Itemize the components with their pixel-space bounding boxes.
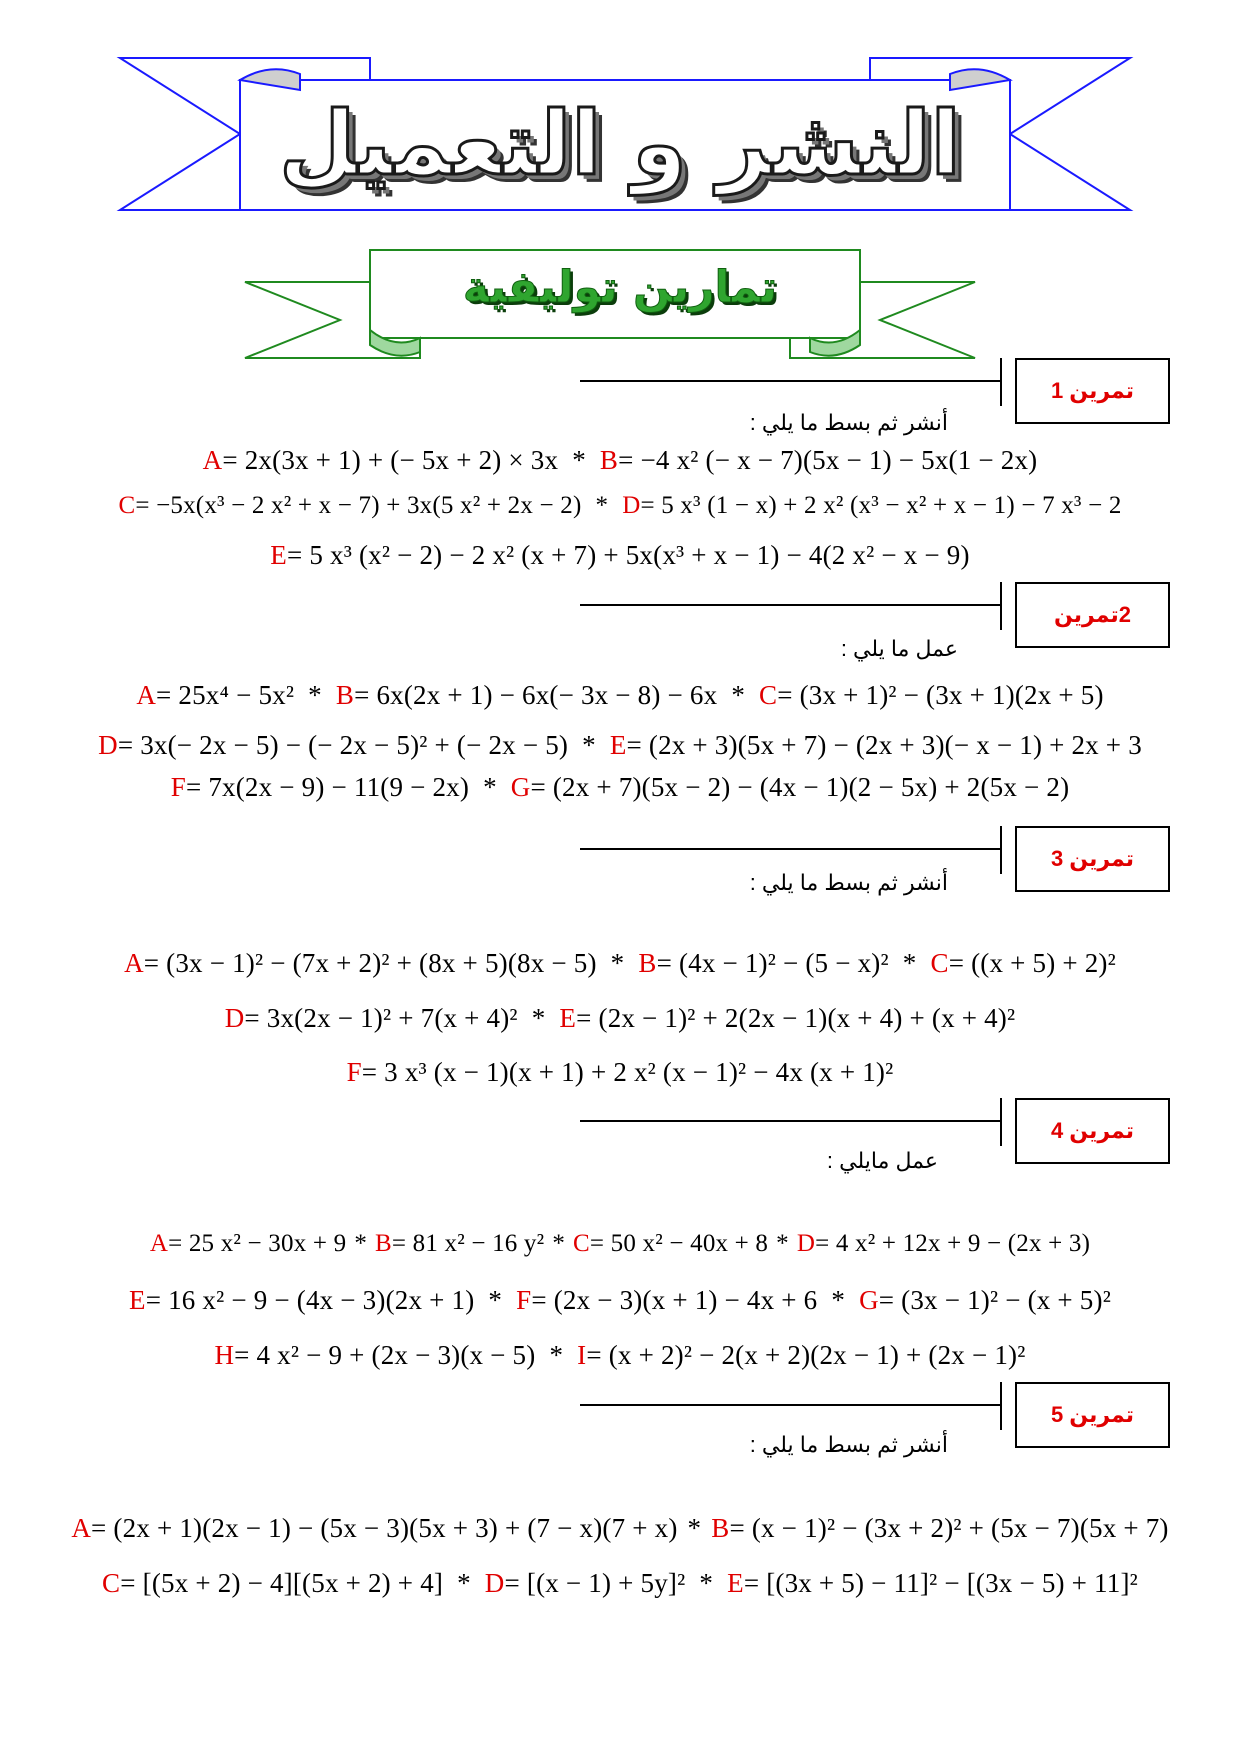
expr-label: A: [71, 1513, 92, 1543]
expr-label: F: [516, 1285, 532, 1315]
exercise-4-instruction: عمل مايلي :: [826, 1148, 938, 1173]
expr-body: = 4 x² − 9 + (2x − 3)(x − 5): [234, 1340, 536, 1370]
expr-body: = 5 x³ (1 − x) + 2 x² (x³ − x² + x − 1) − 7 x³ − 2: [640, 492, 1122, 519]
expr-body: = 5 x³ (x² − 2) − 2 x² (x + 7) + 5x(x³ + x − 1) − 4(2 x² − x − 9): [287, 540, 970, 570]
expr-body: = 81 x² − 16 y²: [391, 1230, 545, 1257]
expr-body: = (4x − 1)² − (5 − x)²: [656, 948, 889, 978]
expr-label: I: [577, 1340, 587, 1370]
expr-label: F: [346, 1057, 362, 1087]
expr-body: = (x + 2)² − 2(x + 2)(2x − 1) + (2x − 1)²: [586, 1340, 1026, 1370]
exercise-5-rule: [580, 1404, 1000, 1406]
expr-label: C: [118, 492, 136, 519]
expr-label: E: [727, 1568, 744, 1598]
expr-label: C: [102, 1568, 121, 1598]
exercise-3-rule: [580, 848, 1000, 850]
exercise-2-vbar: [1000, 582, 1002, 630]
exercise-1-line-1: A= 2x(3x + 1) + (− 5x + 2) × 3x * B= −4 x² (− x − 7)(5x − 1) − 5x(1 − 2x): [202, 445, 1038, 475]
expr-label: A: [124, 948, 144, 978]
expr-body: = 6x(2x + 1) − 6x(− 3x − 8) − 6x: [354, 680, 718, 710]
expr-label: E: [559, 1003, 577, 1033]
expr-body: = (2x + 1)(2x − 1) − (5x − 3)(5x + 3) + (7 − x)(7 + x): [91, 1513, 678, 1543]
exercise-5-line-2: C= [(5x + 2) − 4][(5x + 2) + 4] * D= [(x − 1) + 5y]² * E= [(3x + 5) − 11]² − [(3x − 5) + 11]²: [102, 1568, 1138, 1598]
expr-body: = (x − 1)² − (3x + 2)² + (5x − 7)(5x + 7): [729, 1513, 1169, 1543]
exercise-1-box: [1015, 358, 1170, 424]
expr-body: = (2x + 3)(5x + 7) − (2x + 3)(− x − 1) + 2x + 3: [626, 730, 1142, 760]
exercise-5-label: تمرين 5: [1050, 1402, 1135, 1427]
expr-body: = [(3x + 5) − 11]² − [(3x − 5) + 11]²: [743, 1568, 1138, 1598]
expr-body: = 7x(2x − 9) − 11(9 − 2x): [185, 772, 470, 802]
exercise-4-rule: [580, 1120, 1000, 1122]
expr-body: = ((x + 5) + 2)²: [948, 948, 1116, 978]
expr-label: A: [136, 680, 157, 710]
exercise-1-line-2: C= −5x(x³ − 2 x² + x − 7) + 3x(5 x² + 2x − 2) * D= 5 x³ (1 − x) + 2 x² (x³ − x² + x − 1) − 7 x³ − 2: [118, 492, 1122, 519]
expr-label: C: [573, 1230, 590, 1257]
expr-label: G: [859, 1285, 879, 1315]
expr-body: = [(5x + 2) − 4][(5x + 2) + 4]: [120, 1568, 444, 1598]
expr-body: = 3 x³ (x − 1)(x + 1) + 2 x² (x − 1)² − 4x (x + 1)²: [361, 1057, 894, 1087]
expr-label: B: [638, 948, 657, 978]
exercise-4-line-2: E= 16 x² − 9 − (4x − 3)(2x + 1) * F= (2x − 3)(x + 1) − 4x + 6 * G= (3x − 1)² − (x + 5)²: [128, 1285, 1111, 1315]
expr-body: = −4 x² (− x − 7)(5x − 1) − 5x(1 − 2x): [618, 445, 1038, 475]
expr-label: D: [796, 1230, 816, 1257]
exercise-4-label: تمرين 4: [1050, 1118, 1135, 1143]
exercise-5-line-1: A= (2x + 1)(2x − 1) − (5x − 3)(5x + 3) + (7 − x)(7 + x) * B= (x − 1)² − (3x + 2)² + (5x − 7)(5x + 7): [71, 1513, 1169, 1543]
page-title: [0, 92, 1240, 195]
expr-label: E: [128, 1285, 146, 1315]
exercise-3-vbar: [1000, 826, 1002, 874]
expr-body: = 3x(− 2x − 5) − (− 2x − 5)² + (− 2x − 5): [117, 730, 569, 760]
exercise-4-line-1: A= 25 x² − 30x + 9 * B= 81 x² − 16 y² * C= 50 x² − 40x + 8 * D= 4 x² + 12x + 9 − (2x + 3): [149, 1230, 1091, 1257]
exercise-1-vbar: [1000, 358, 1002, 406]
exercise-2-rule: [580, 604, 1000, 606]
expr-label: C: [930, 948, 949, 978]
exercise-1-label: تمرين 1: [1050, 378, 1135, 403]
expr-body: = 2x(3x + 1) + (− 5x + 2) × 3x: [222, 445, 559, 475]
expr-label: E: [609, 730, 627, 760]
exercise-5-vbar: [1000, 1382, 1002, 1430]
expr-label: D: [224, 1003, 245, 1033]
expr-body: = (3x − 1)² − (7x + 2)² + (8x + 5)(8x − 5): [143, 948, 597, 978]
exercise-1-instruction: أنشر ثم بسط ما يلي :: [749, 410, 948, 435]
exercise-2-line-3: F= 7x(2x − 9) − 11(9 − 2x) * G= (2x + 7)(5x − 2) − (4x − 1)(2 − 5x) + 2(5x − 2): [170, 772, 1070, 802]
page-subtitle-text: تمارين توليفية: [462, 262, 778, 313]
exercise-4-vbar: [1000, 1098, 1002, 1146]
expr-label: F: [170, 772, 186, 802]
expr-body: = 25x⁴ − 5x²: [156, 680, 295, 710]
expr-body: = 4 x² + 12x + 9 − (2x + 3): [815, 1230, 1091, 1257]
expr-label: B: [711, 1513, 730, 1543]
exercise-2-line-1: A= 25x⁴ − 5x² * B= 6x(2x + 1) − 6x(− 3x − 8) − 6x * C= (3x + 1)² − (3x + 1)(2x + 5): [136, 680, 1104, 710]
exercise-4-line-3: H= 4 x² − 9 + (2x − 3)(x − 5) * I= (x + 2)² − 2(x + 2)(2x − 1) + (2x − 1)²: [214, 1340, 1026, 1370]
expr-label: D: [622, 492, 641, 519]
expr-label: B: [335, 680, 355, 710]
exercise-5-box: [1015, 1382, 1170, 1448]
exercise-3-line-3: [0, 1057, 1240, 1088]
exercise-3-line-1: A= (3x − 1)² − (7x + 2)² + (8x + 5)(8x − 5) * B= (4x − 1)² − (5 − x)² * C= ((x + 5) + 2)²: [124, 948, 1116, 978]
expr-label: A: [202, 445, 223, 475]
exercise-4-box: [1015, 1098, 1170, 1164]
expr-label: A: [149, 1230, 169, 1257]
expr-label: G: [510, 772, 531, 802]
expr-label: B: [599, 445, 619, 475]
expr-body: = 50 x² − 40x + 8: [589, 1230, 769, 1257]
exercise-2-instruction: عمل ما يلي :: [840, 636, 958, 661]
page-subtitle: [0, 262, 1240, 313]
expr-body: = (2x − 1)² + 2(2x − 1)(x + 4) + (x + 4)²: [576, 1003, 1016, 1033]
expr-body: = (3x − 1)² − (x + 5)²: [878, 1285, 1111, 1315]
expr-body: = 25 x² − 30x + 9: [168, 1230, 347, 1257]
expr-body: = −5x(x³ − 2 x² + x − 7) + 3x(5 x² + 2x − 2): [135, 492, 582, 519]
expr-label: D: [484, 1568, 505, 1598]
exercise-3-label: تمرين 3: [1050, 846, 1135, 871]
expr-body: = (3x + 1)² − (3x + 1)(2x + 5): [777, 680, 1104, 710]
exercise-3-line-2: D= 3x(2x − 1)² + 7(x + 4)² * E= (2x − 1)² + 2(2x − 1)(x + 4) + (x + 4)²: [224, 1003, 1016, 1033]
exercise-2-line-2: D= 3x(− 2x − 5) − (− 2x − 5)² + (− 2x − 5) * E= (2x + 3)(5x + 7) − (2x + 3)(− x − 1) + 2x + 3: [98, 730, 1142, 760]
expr-label: H: [214, 1340, 235, 1370]
exercise-3-box: [1015, 826, 1170, 892]
exercise-3-instruction: أنشر ثم بسط ما يلي :: [749, 870, 948, 895]
exercise-2-box: [1015, 582, 1170, 648]
expr-label: D: [98, 730, 118, 760]
page-title-text: النشر و التعميل: [279, 92, 961, 195]
expr-body: = 3x(2x − 1)² + 7(x + 4)²: [244, 1003, 518, 1033]
exercise-1-rule: [580, 380, 1000, 382]
expr-label: B: [375, 1230, 392, 1257]
expr-body: = 16 x² − 9 − (4x − 3)(2x + 1): [145, 1285, 475, 1315]
exercise-5-instruction: أنشر ثم بسط ما يلي :: [749, 1432, 948, 1457]
expr-body: = (2x − 3)(x + 1) − 4x + 6: [531, 1285, 818, 1315]
expr-label: C: [759, 680, 778, 710]
expr-label: E: [270, 540, 287, 570]
exercise-2-label: 2تمرين: [1053, 602, 1131, 627]
expr-body: = [(x − 1) + 5y]²: [504, 1568, 686, 1598]
exercise-1-line-3: [0, 540, 1240, 571]
expr-body: = (2x + 7)(5x − 2) − (4x − 1)(2 − 5x) + 2(5x − 2): [530, 772, 1070, 802]
